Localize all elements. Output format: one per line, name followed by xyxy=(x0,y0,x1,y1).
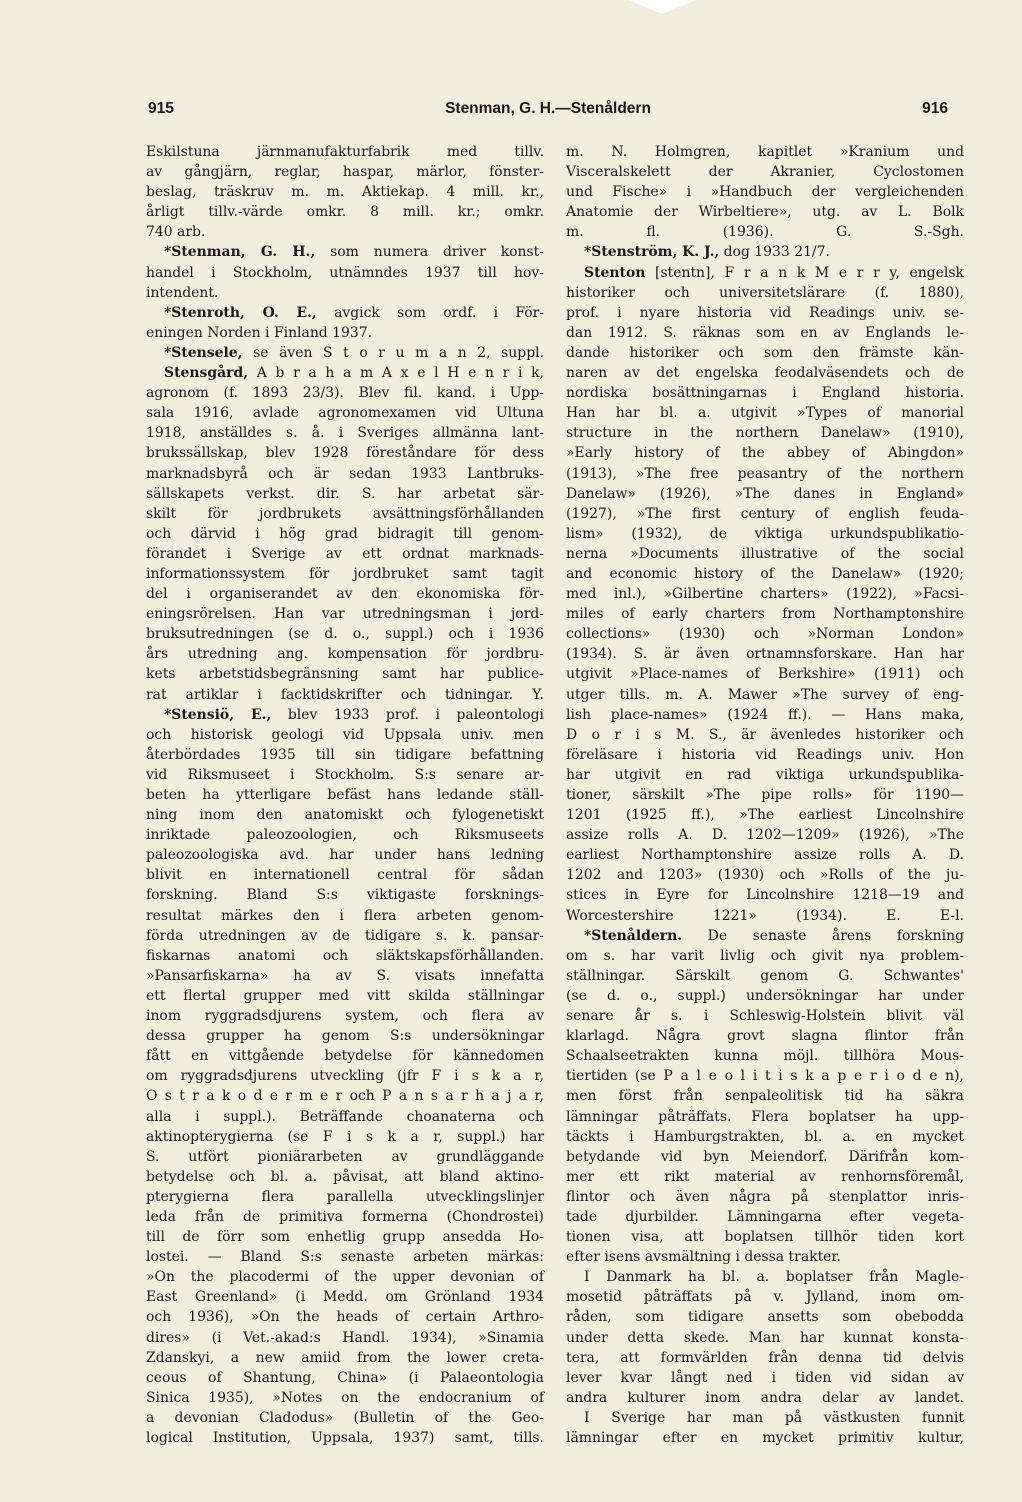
text-line xyxy=(146,1107,544,1127)
line-text: som numera driver konst- xyxy=(315,244,544,261)
line-text: betydelse och bl. a. påvisat, att bland aktino- xyxy=(146,1168,544,1185)
folded-page-corner xyxy=(628,0,696,14)
line-text: handel i Stockholm, utnämndes 1937 till hov- xyxy=(146,264,544,281)
text-line xyxy=(566,544,964,564)
text-line xyxy=(566,624,964,644)
line-text: Eskilstuna järnmanufakturfabrik med tillv. xyxy=(146,144,544,160)
line-text: eningen Norden i Finland 1937. xyxy=(146,324,373,341)
line-text: beslag, träskruv m. m. Aktiekap. 4 mill. kr., xyxy=(146,184,544,201)
text-line xyxy=(566,564,964,584)
line-text: aktinopterygierna (se F i s k a r, suppl.) har xyxy=(146,1128,544,1145)
line-text: resultat märkes den i flera arbeten genom- xyxy=(146,907,544,924)
line-text: har utgivit en rad viktiga urkundspublika- xyxy=(566,766,964,783)
text-line xyxy=(566,1388,964,1408)
entry-headword: Stensgård, xyxy=(164,365,249,382)
text-line xyxy=(146,343,544,363)
text-line xyxy=(146,865,544,885)
text-line xyxy=(566,1086,964,1106)
line-text: Visceralskelett der Akranier, Cyclostomen xyxy=(566,164,964,181)
running-title: Stenman, G. H.—Stenåldern xyxy=(445,100,651,117)
line-text: råden, som tidigare ansetts som obebodda xyxy=(566,1309,964,1326)
line-text: kets arbetstidsbegränsning samt har publice- xyxy=(146,666,544,683)
text-line xyxy=(566,725,964,745)
text-line xyxy=(146,504,544,524)
line-text: tera, att formvärlden från denna tid delvis xyxy=(566,1349,964,1366)
line-text: inom ryggradsdjurens system, och flera av xyxy=(146,1008,544,1025)
line-text: mer ett rikt material av renhornsföremål, xyxy=(566,1168,964,1185)
text-line xyxy=(566,805,964,825)
text-line xyxy=(146,162,544,182)
text-line xyxy=(566,363,964,383)
line-text: klarlagd. Några grovt slagna flintor från xyxy=(566,1028,964,1045)
line-text: »Pansarfiskarna» ha av S. visats innefatta xyxy=(146,967,544,984)
line-text: and economic history of the Danelaw» (1920; xyxy=(566,565,964,582)
text-line xyxy=(566,1287,964,1307)
line-text: O s t r a k o d e r m e r och P a n s a r h a j a r, xyxy=(146,1088,544,1105)
line-text: collections» (1930) och »Norman London» xyxy=(566,626,964,643)
text-line xyxy=(146,745,544,765)
text-line xyxy=(146,564,544,584)
line-text: Worcestershire 1221» (1934). E. E-l. xyxy=(566,907,964,924)
line-text: års utredning ang. kompensation för jordbru- xyxy=(146,646,544,663)
text-line xyxy=(146,464,544,484)
line-text: structure in the northern Danelaw» (1910), xyxy=(566,425,964,442)
line-text: lism» (1932), de viktiga urkundspublikatio- xyxy=(566,525,964,542)
text-line xyxy=(566,865,964,885)
line-text: utger tills. m. A. Mawer »The survey of eng- xyxy=(566,686,964,703)
line-text: informationssystem för jordbruket samt tagit xyxy=(146,565,544,582)
text-line xyxy=(146,1428,544,1448)
line-text: paleozoologiska avd. har under hans ledning xyxy=(146,847,544,864)
text-line xyxy=(146,986,544,1006)
page-number-left: 915 xyxy=(148,100,174,117)
left-column xyxy=(146,142,544,1448)
line-text: ceous of Shantung, China» (i Palaeontologia xyxy=(146,1369,544,1386)
line-text: vid Riksmuseet i Stockholm. S:s senare ar- xyxy=(146,766,544,783)
text-line xyxy=(566,524,964,544)
line-text: men först från senpaleolitisk tid ha säkra xyxy=(566,1088,964,1105)
text-line xyxy=(566,1267,964,1287)
line-text: se även S t o r u m a n 2, suppl. xyxy=(242,344,544,361)
line-text: om ryggradsdjurens utveckling (jfr F i s k a r, xyxy=(146,1068,544,1085)
text-line xyxy=(566,403,964,423)
text-line xyxy=(566,1307,964,1327)
text-line xyxy=(146,1026,544,1046)
line-text: a devonian Cladodus» (Bulletin of the Geo- xyxy=(146,1409,544,1426)
text-line xyxy=(146,524,544,544)
line-text: »On the placodermi of the upper devonian of xyxy=(146,1269,544,1286)
line-text: prof. i nyare historia vid Readings univ. se- xyxy=(566,304,964,321)
text-line xyxy=(566,1428,964,1448)
text-line xyxy=(146,1086,544,1106)
text-line xyxy=(146,283,544,303)
text-line xyxy=(146,644,544,664)
text-line xyxy=(146,785,544,805)
line-text: om s. har varit livlig och givit nya problem- xyxy=(566,947,964,964)
line-text: S. utfört pioniärarbeten av grundläggande xyxy=(146,1148,544,1165)
text-line xyxy=(566,242,964,262)
text-line xyxy=(146,1127,544,1147)
text-line xyxy=(566,1066,964,1086)
line-text: tiertiden (se P a l e o l i t i s k a p e r i o d e n), xyxy=(566,1068,964,1085)
line-text: lämningar påträffats. Flera boplatser ha upp- xyxy=(566,1108,964,1125)
text-line xyxy=(566,343,964,363)
text-line xyxy=(146,966,544,986)
text-line xyxy=(146,242,544,262)
line-text: under detta skede. Man har kunnat konsta- xyxy=(566,1329,964,1346)
line-text: skilt för jordbrukets avsättningsförhållanden xyxy=(146,505,544,522)
text-line xyxy=(146,906,544,926)
line-text: förda utredningen av de tidigare s. k. pansar- xyxy=(146,927,544,944)
text-line xyxy=(146,222,544,242)
text-line xyxy=(566,263,964,283)
text-line xyxy=(566,584,964,604)
text-line xyxy=(566,926,964,946)
text-line xyxy=(146,142,544,162)
line-text: (1927), »The first century of english feuda- xyxy=(566,505,964,522)
text-line xyxy=(566,1227,964,1247)
text-line xyxy=(566,1368,964,1388)
text-line xyxy=(146,1307,544,1327)
text-line xyxy=(146,403,544,423)
text-line xyxy=(146,303,544,323)
text-line xyxy=(566,484,964,504)
line-text: dog 1933 21/7. xyxy=(719,244,830,261)
line-text: lish place-names» (1924 ff.). — Hans maka, xyxy=(566,706,964,723)
line-text: pterygierna flera parallella utvecklingslinjer xyxy=(146,1188,544,1205)
line-text: marknadsbyrå och är sedan 1933 Lantbruks- xyxy=(146,465,544,482)
text-line xyxy=(566,323,964,343)
line-text: tade djurbilder. Lämningarna efter vegeta- xyxy=(566,1208,964,1225)
text-line xyxy=(566,162,964,182)
line-text: Schaalseetrakten kunna möjl. tillhöra Mous- xyxy=(566,1048,964,1065)
line-text: täckts i Hamburgstrakten, bl. a. en mycket xyxy=(566,1128,964,1145)
entry-headword: *Stensiö, E., xyxy=(164,706,272,723)
line-text: eningsrörelsen. Han var utredningsman i jord- xyxy=(146,606,544,623)
line-text: nerna »Documents illustrative of the social xyxy=(566,545,964,562)
line-text: brukssällskap, blev 1928 föreståndare för dess xyxy=(146,445,544,462)
text-line xyxy=(566,906,964,926)
text-line xyxy=(146,182,544,202)
text-line xyxy=(566,685,964,705)
line-text: senare år s. i Schleswig-Holstein blivit väl xyxy=(566,1008,964,1025)
text-line xyxy=(566,1348,964,1368)
line-text: lämningar efter en mycket primitiv kultur, xyxy=(566,1430,964,1446)
text-line xyxy=(566,303,964,323)
text-line xyxy=(566,1107,964,1127)
page-number-right: 916 xyxy=(922,100,948,117)
text-line xyxy=(566,946,964,966)
line-text: ett flertal grupper med vitt skilda ställningar xyxy=(146,987,544,1004)
line-text: 740 arb. xyxy=(146,224,206,241)
line-text: bruksutredningen (se d. o., suppl.) och i 1936 xyxy=(146,626,544,643)
line-text: till de förr som enhetlig grupp ansedda Ho- xyxy=(146,1229,544,1246)
text-line xyxy=(146,725,544,745)
line-text: blivit en internationell central för sådan xyxy=(146,867,544,884)
line-text: förandet i Sverige av ett ordnat marknads- xyxy=(146,545,544,562)
text-line xyxy=(146,584,544,604)
line-text: D o r i s M. S., är ävenledes historiker och xyxy=(566,726,964,743)
text-line xyxy=(146,1227,544,1247)
line-text: fiskarnas anatomi och släktskapsförhållanden. xyxy=(146,947,544,964)
line-text: blev 1933 prof. i paleontologi xyxy=(271,706,544,723)
entry-headword: *Stenroth, O. E., xyxy=(164,304,317,321)
line-text: beten ha ytterligare befäst hans ledande ställ- xyxy=(146,787,544,803)
entry-headword: *Stenström, K. J., xyxy=(584,244,720,261)
line-text: 1201 (1925 ff.), »The earliest Lincolnshire xyxy=(566,807,964,824)
text-line xyxy=(146,1046,544,1066)
text-line xyxy=(566,1147,964,1167)
line-text: inriktade paleozoologien, och Riksmuseets xyxy=(146,827,544,844)
line-text: lever kvar långt ned i tiden vid sidan av xyxy=(566,1369,964,1386)
line-text: och 1936), »On the heads of certain Arthro- xyxy=(146,1309,544,1326)
text-line xyxy=(566,383,964,403)
text-line xyxy=(566,142,964,162)
text-line xyxy=(566,423,964,443)
text-line xyxy=(146,1287,544,1307)
text-line xyxy=(566,845,964,865)
text-line xyxy=(566,1328,964,1348)
text-line xyxy=(146,885,544,905)
line-text: 1918, anställdes s. å. i Sveriges allmänna lant- xyxy=(146,425,544,442)
line-text: logical Institution, Uppsala, 1937) samt, tills. xyxy=(146,1430,544,1446)
line-text: historiker och universitetslärare (f. 1880), xyxy=(566,284,964,301)
line-text: och historisk geologi vid Uppsala univ. men xyxy=(146,726,544,743)
line-text: I Danmark ha bl. a. boplatser från Magle- xyxy=(584,1269,964,1286)
line-text: föreläsare i historia vid Readings univ. Hon xyxy=(566,746,964,763)
text-line xyxy=(566,604,964,624)
text-line xyxy=(146,1368,544,1388)
text-line xyxy=(146,443,544,463)
text-line xyxy=(566,443,964,463)
text-line xyxy=(566,986,964,1006)
text-line xyxy=(566,644,964,664)
text-line xyxy=(146,845,544,865)
text-line xyxy=(146,1247,544,1267)
line-text: »Early history of the abbey of Abingdon» xyxy=(566,445,964,462)
line-text: och därvid i hög grad bidragit till genom- xyxy=(146,525,544,542)
line-text: (se d. o., suppl.) undersökningar har under xyxy=(566,987,964,1004)
line-text: m. N. Holmgren, kapitlet »Kranium und xyxy=(566,144,964,160)
entry-headword: Stenton xyxy=(584,264,646,281)
text-line xyxy=(146,926,544,946)
text-line xyxy=(566,504,964,524)
line-text: alla i suppl.). Beträffande choanaterna och xyxy=(146,1108,544,1125)
line-text: ställningar. Särskilt genom G. Schwantes' xyxy=(566,967,964,984)
text-line xyxy=(566,283,964,303)
text-line xyxy=(146,202,544,222)
line-text: flintor och även några på stenplattor inris- xyxy=(566,1188,964,1205)
text-line xyxy=(146,765,544,785)
text-line xyxy=(566,745,964,765)
text-line xyxy=(146,1147,544,1167)
text-line xyxy=(146,805,544,825)
text-line xyxy=(146,423,544,443)
text-line xyxy=(566,222,964,242)
text-line xyxy=(146,1187,544,1207)
text-line xyxy=(146,825,544,845)
line-text: East Greenland» (i Medd. om Grönland 1934 xyxy=(146,1289,544,1306)
line-text: andra kulturer inom andra delar av landet. xyxy=(566,1389,964,1406)
line-text: I Sverige har man på västkusten funnit xyxy=(584,1409,964,1426)
line-text: avgick som ordf. i För- xyxy=(316,304,544,321)
text-line xyxy=(146,1167,544,1187)
line-text: med inl.), »Gilbertine charters» (1922), »Facsi- xyxy=(566,586,964,603)
line-text: mosetid påträffats på v. Jylland, inom om- xyxy=(566,1289,964,1306)
line-text: betydande vid byn Meiendorf. Därifrån kom- xyxy=(566,1148,964,1165)
line-text: dan 1912. S. räknas som en av Englands le- xyxy=(566,324,964,341)
line-text: miles of early charters from Northamptonshire xyxy=(566,606,964,623)
text-line xyxy=(146,323,544,343)
line-text: sällskapets verkst. dir. S. har arbetat sär- xyxy=(146,485,544,502)
line-text: sala 1916, avlade agronomexamen vid Ultuna xyxy=(146,405,544,422)
line-text: (1913), »The free peasantry of the northern xyxy=(566,465,964,482)
text-line xyxy=(146,263,544,283)
text-line xyxy=(146,946,544,966)
text-line xyxy=(566,1167,964,1187)
text-line xyxy=(146,664,544,684)
line-text: [stentn], F r a n k M e r r y, engelsk xyxy=(645,264,964,281)
line-text: naren av det engelska feodalväsendets och de xyxy=(566,365,964,382)
text-line xyxy=(566,182,964,202)
line-text: agronom (f. 1893 23/3). Blev fil. kand. i Upp- xyxy=(146,385,544,402)
text-line xyxy=(146,1388,544,1408)
right-column xyxy=(566,142,964,1448)
text-line xyxy=(566,1127,964,1147)
text-line xyxy=(566,1247,964,1267)
line-text: Zdanskyi, a new amiid from the lower creta- xyxy=(146,1349,544,1366)
text-line xyxy=(146,363,544,383)
line-text: dessa grupper ha genom S:s undersökningar xyxy=(146,1028,544,1045)
line-text: leda från de primitiva formerna (Chondrostei) xyxy=(146,1208,544,1225)
text-line xyxy=(146,604,544,624)
line-text: assize rolls A. D. 1202—1209» (1926), »The xyxy=(566,827,964,844)
text-line xyxy=(566,1187,964,1207)
entry-headword: *Stenåldern. xyxy=(584,927,683,944)
text-line xyxy=(146,1328,544,1348)
line-text: dires» (i Vet.-akad:s Handl. 1934), »Sinamia xyxy=(146,1329,544,1346)
text-line xyxy=(566,885,964,905)
text-line xyxy=(146,1066,544,1086)
line-text: av gångjärn, reglar, haspar, märlor, fönster- xyxy=(146,164,544,181)
line-text: stices in Eyre for Lincolnshire 1218—19 and xyxy=(566,887,964,904)
line-text: Danelaw» (1926), »The danes in England» xyxy=(566,485,964,502)
line-text: De senaste årens forskning xyxy=(682,927,964,944)
page-header xyxy=(148,100,948,124)
line-text: tionen visa, att boplatsen tillhör tiden kort xyxy=(566,1229,964,1246)
text-line xyxy=(146,1006,544,1026)
line-text: m. fl. (1936). G. S.-Sgh. xyxy=(566,224,964,241)
text-line xyxy=(146,705,544,725)
text-line xyxy=(146,624,544,644)
text-line xyxy=(146,544,544,564)
line-text: 1202 and 1203» (1930) och »Rolls of the ju- xyxy=(566,867,964,884)
line-text: årligt tillv.-värde omkr. 8 mill. kr.; omkr. xyxy=(146,204,544,221)
line-text: rat artiklar i facktidskrifter och tidningar. Y. xyxy=(146,686,544,703)
line-text: intendent. xyxy=(146,284,219,301)
line-text: forskning. Bland S:s viktigaste forsknings- xyxy=(146,887,544,904)
line-text: A b r a h a m A x e l H e n r i k, xyxy=(248,365,544,382)
line-text: ning inom den anatomiskt och fylogenetiskt xyxy=(146,807,544,824)
text-line xyxy=(566,1006,964,1026)
text-line xyxy=(566,1026,964,1046)
line-text: Anatomie der Wirbeltiere», utg. av L. Bolk xyxy=(566,204,964,221)
line-text: Sinica 1935), »Notes on the endocranium of xyxy=(146,1389,544,1406)
text-line xyxy=(566,664,964,684)
text-line xyxy=(566,1046,964,1066)
line-text: Han har bl. a. utgivit »Types of manorial xyxy=(566,405,964,422)
entry-headword: *Stensele, xyxy=(164,344,243,361)
line-text: utgivit »Place-names of Berkshire» (1911) och xyxy=(566,666,964,683)
text-line xyxy=(146,383,544,403)
entry-headword: *Stenman, G. H., xyxy=(164,244,316,261)
text-line xyxy=(566,1408,964,1428)
text-line xyxy=(146,685,544,705)
text-line xyxy=(146,1267,544,1287)
line-text: lostei. — Bland S:s senaste arbeten märkas: xyxy=(146,1249,544,1266)
text-line xyxy=(146,1408,544,1428)
line-text: nordiska bosättningarnas i England historia. xyxy=(566,385,964,402)
line-text: und Fische» i »Handbuch der vergleichenden xyxy=(566,184,964,201)
text-line xyxy=(146,1207,544,1227)
text-line xyxy=(146,1348,544,1368)
text-line xyxy=(566,705,964,725)
line-text: earliest Northamptonshire assize rolls A. D. xyxy=(566,847,964,864)
text-line xyxy=(566,202,964,222)
line-text: efter isens avsmältning i dessa trakter. xyxy=(566,1249,841,1266)
line-text: tioner, särskilt »The pipe rolls» för 1190— xyxy=(566,787,964,803)
text-line xyxy=(146,484,544,504)
text-line xyxy=(566,464,964,484)
line-text: del i organiserandet av den ekonomiska för- xyxy=(146,586,544,603)
line-text: återbördades 1935 till sin tidigare befattning xyxy=(146,746,544,763)
text-line xyxy=(566,1207,964,1227)
text-line xyxy=(566,785,964,805)
text-line xyxy=(566,966,964,986)
text-line xyxy=(566,825,964,845)
text-line xyxy=(566,765,964,785)
line-text: fått en vittgående betydelse för kännedomen xyxy=(146,1048,544,1065)
line-text: dande historiker och som den främste kän- xyxy=(566,344,964,361)
line-text: (1934). S. är även ortnamnsforskare. Han har xyxy=(566,646,964,663)
